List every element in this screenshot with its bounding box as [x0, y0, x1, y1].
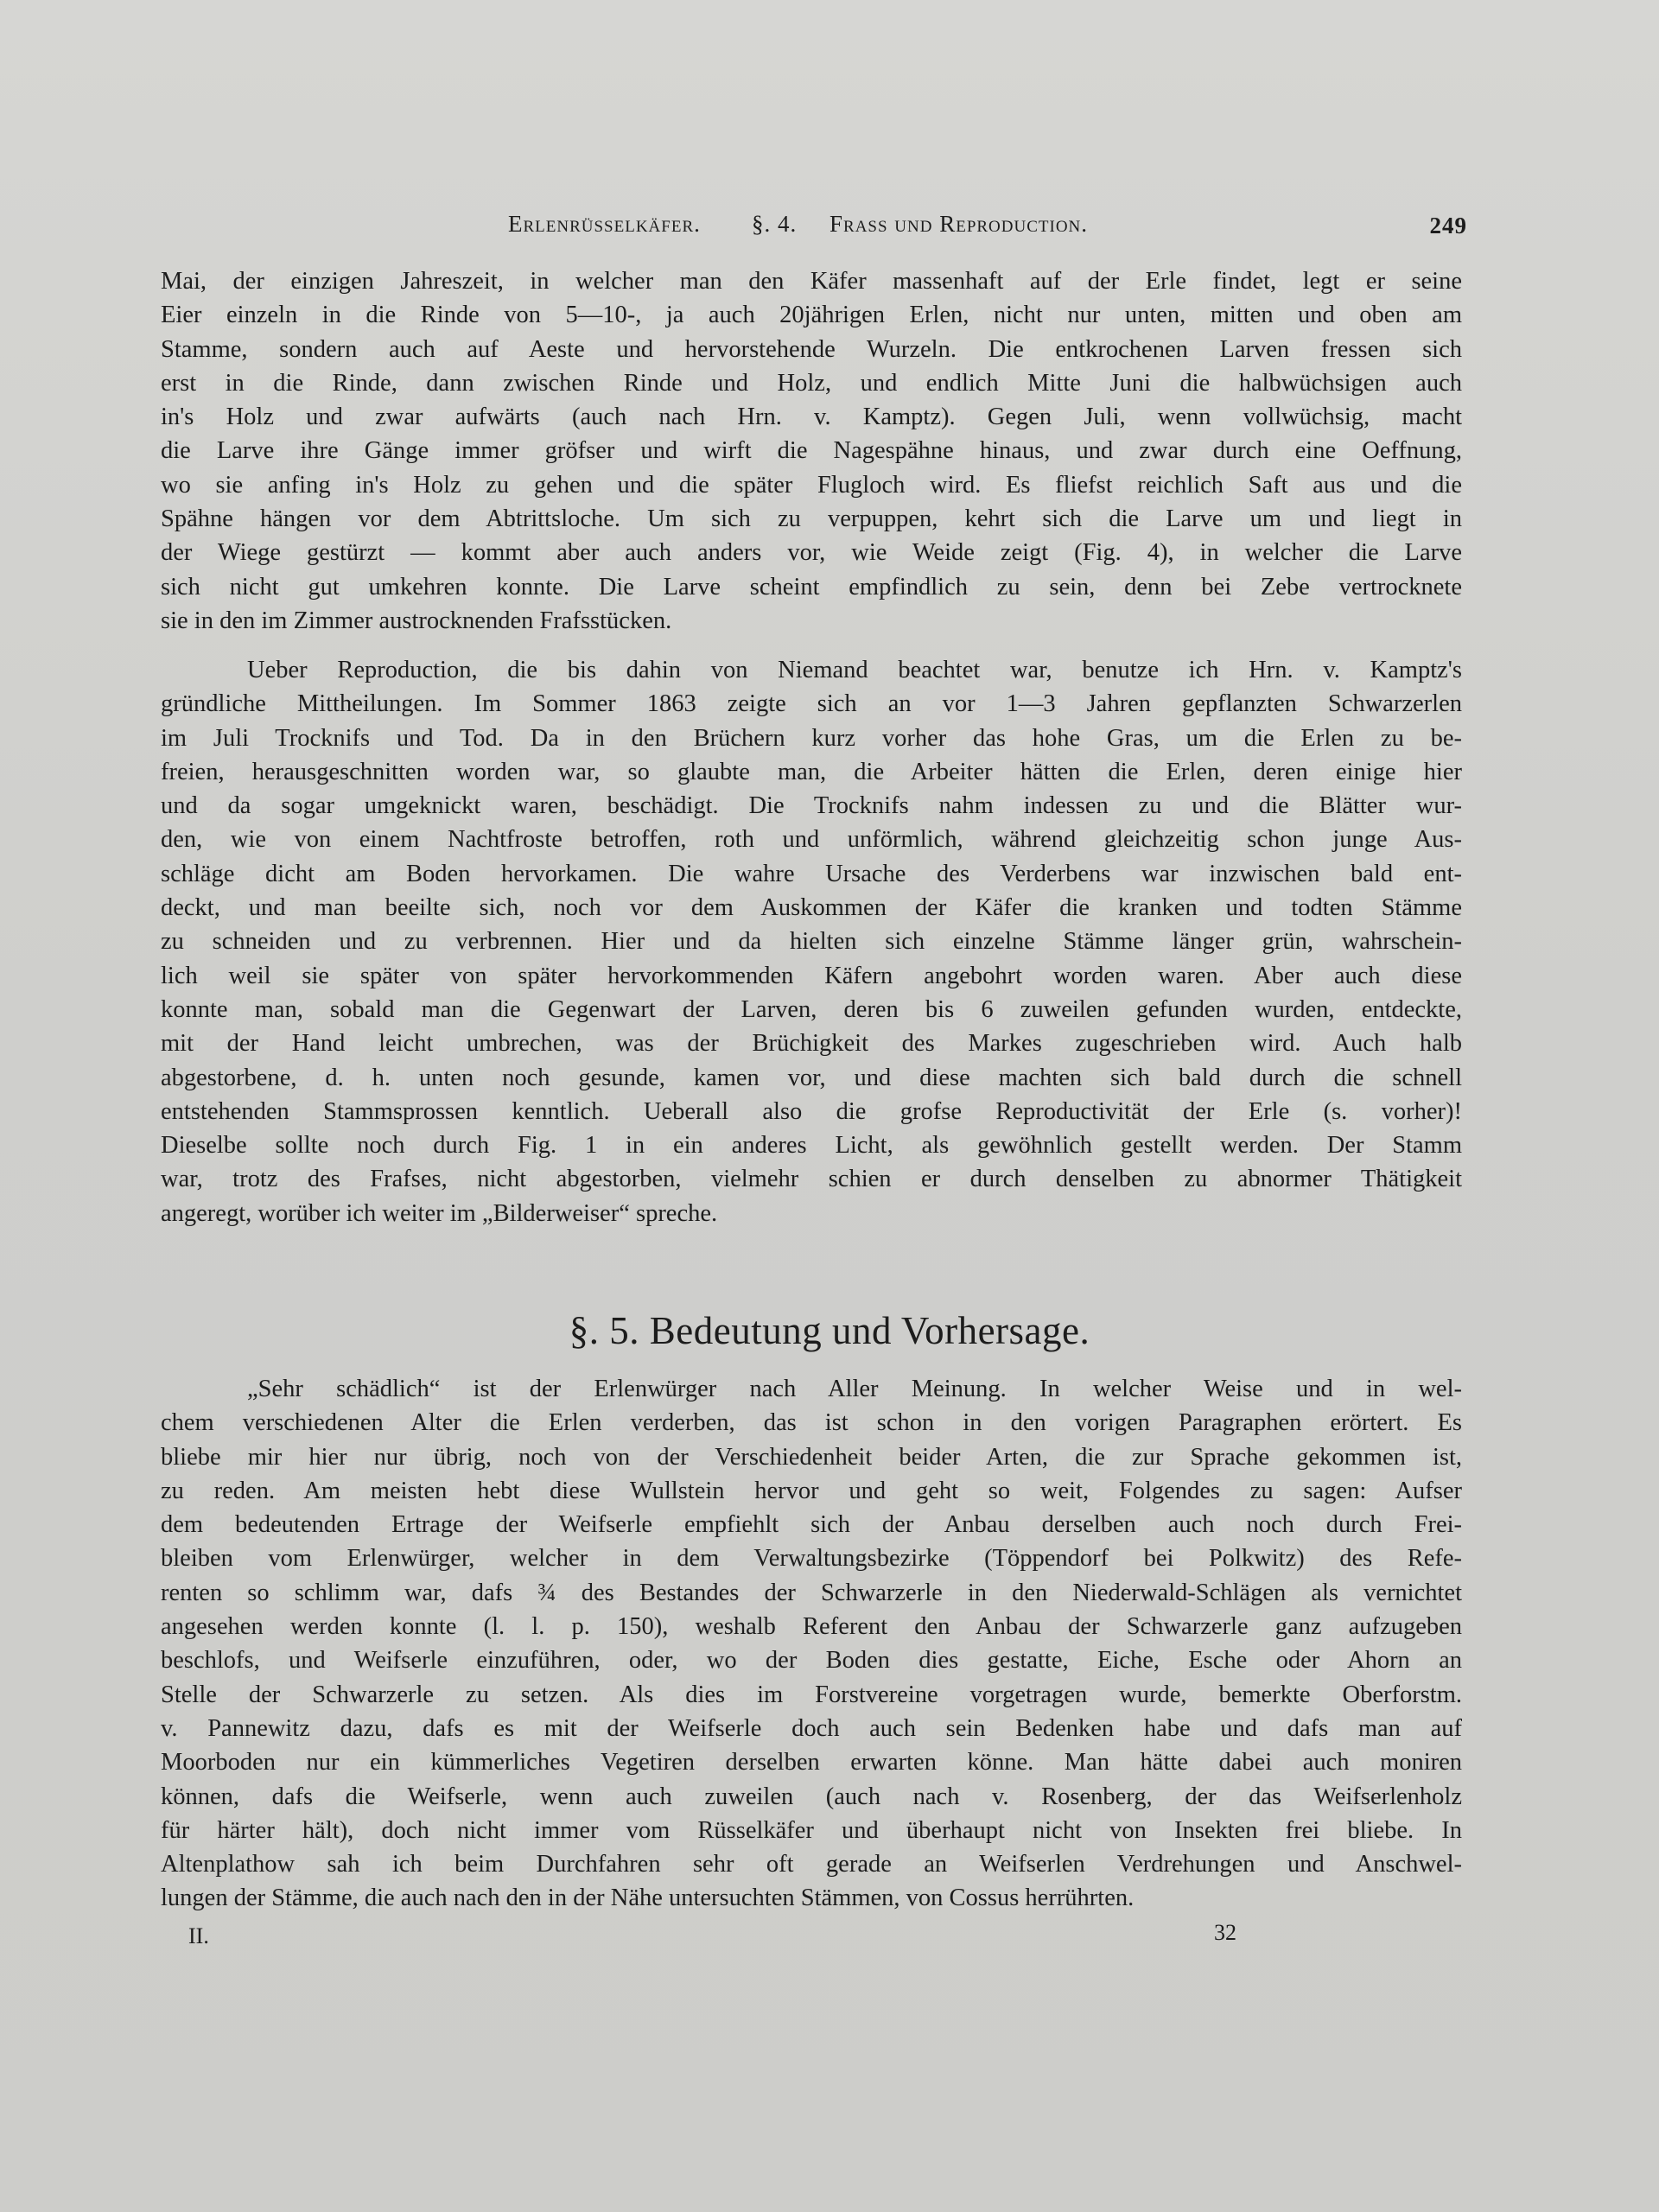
text-line: im Juli Trocknifs und Tod. Da in den Brüchern kurz vorher das hohe Gras, um die Erlen zu be-: [161, 724, 1462, 752]
text-line: der Wiege gestürzt — kommt aber auch anders vor, wie Weide zeigt (Fig. 4), in welcher die Larve: [161, 539, 1462, 567]
text-line: bliebe mir hier nur übrig, noch von der Verschiedenheit beider Arten, die zur Sprache gekommen ist,: [161, 1443, 1462, 1471]
text-line: schläge dicht am Boden hervorkamen. Die wahre Ursache des Verderbens war inzwischen bald ent-: [161, 860, 1462, 887]
text-line: Stelle der Schwarzerle zu setzen. Als dies im Forstvereine vorgetragen wurde, bemerkte Oberforstm.: [161, 1681, 1462, 1708]
running-title: Erlenrüsselkäfer.: [508, 211, 701, 237]
text-line: Eier einzeln in die Rinde von 5—10-, ja auch 20jährigen Erlen, nicht nur unten, mitten und oben am: [161, 302, 1462, 329]
header-section-number: §. 4.: [752, 211, 798, 237]
text-line: wo sie anfing in's Holz zu gehen und die später Flugloch wird. Es fliefst reichlich Saft aus und die: [161, 471, 1462, 499]
text-line: und da sogar umgeknickt waren, beschädigt. Die Trocknifs nahm indessen zu und die Blätter wur-: [161, 792, 1462, 820]
text-line: bleiben vom Erlenwürger, welcher in dem Verwaltungsbezirke (Töppendorf bei Polkwitz) des Refe-: [161, 1545, 1462, 1573]
text-line: Dieselbe sollte noch durch Fig. 1 in ein anderes Licht, als gewöhnlich gestellt werden. Der Stamm: [161, 1132, 1462, 1160]
sheet-number: 32: [1214, 1920, 1236, 1945]
text-line: renten so schlimm war, dafs ¾ des Bestandes der Schwarzerle in den Niederwald-Schlägen als vernichtet: [161, 1579, 1462, 1606]
text-line: zu reden. Am meisten hebt diese Wullstein hervor und geht so weit, Folgendes zu sagen: Aufser: [161, 1477, 1462, 1504]
text-line: in's Holz und zwar aufwärts (auch nach Hrn. v. Kamptz). Gegen Juli, wenn vollwüchsig, macht: [161, 404, 1462, 431]
paragraph-significance: [161, 1372, 1462, 1916]
section-heading: §. 5. Bedeutung und Vorhersage.: [569, 1309, 1090, 1352]
text-line: Ueber Reproduction, die bis dahin von Niemand beachtet war, benutze ich Hrn. v. Kamptz's: [247, 657, 1462, 683]
text-line: entstehenden Stammsprossen kenntlich. Ueberall also die grofse Reproductivität der Erle (s. vorher)!: [161, 1097, 1462, 1125]
header-subtitle: Frass und Reproduction.: [830, 211, 1089, 237]
text-line: den, wie von einem Nachtfroste betroffen, roth und unförmlich, während gleichzeitig schon junge Aus-: [161, 826, 1462, 854]
text-line: Spähne hängen vor dem Abtrittsloche. Um sich zu verpuppen, kehrt sich die Larve um und liegt in: [161, 505, 1462, 533]
text-line: sich nicht gut umkehren konnte. Die Larve scheint empfindlich zu sein, denn bei Zebe vertrocknete: [161, 573, 1462, 601]
text-line: Mai, der einzigen Jahreszeit, in welcher man den Käfer massenhaft auf der Erle findet, legt er seine: [161, 268, 1462, 295]
text-line: deckt, und man beeilte sich, noch vor dem Auskommen der Käfer die kranken und todten Stämme: [161, 894, 1462, 922]
paragraph-feeding: [161, 264, 1462, 638]
text-line: können, dafs die Weifserle, wenn auch zuweilen (auch nach v. Rosenberg, der das Weifserlenholz: [161, 1783, 1462, 1810]
signature-mark: II.: [188, 1923, 209, 1948]
text-line: für härter hält), doch nicht immer vom Rüsselkäfer und überhaupt nicht von Insekten frei bliebe. In: [161, 1816, 1462, 1844]
text-line: abgestorbene, d. h. unten noch gesunde, kamen vor, und diese machten sich bald durch die schnell: [161, 1064, 1462, 1091]
text-line: konnte man, sobald man die Gegenwart der Larven, deren bis 6 zuweilen gefunden wurden, entdeckte,: [161, 995, 1462, 1023]
text-line: gründliche Mittheilungen. Im Sommer 1863 zeigte sich an vor 1—3 Jahren gepflanzten Schwarzerlen: [161, 690, 1462, 718]
text-line: Stamme, sondern auch auf Aeste und hervorstehende Wurzeln. Die entkrochenen Larven fressen sich: [161, 335, 1462, 363]
text-line: chem verschiedenen Alter die Erlen verderben, das ist schon in den vorigen Paragraphen erörtert. Es: [161, 1409, 1462, 1437]
text-line: angesehen werden konnte (l. l. p. 150), weshalb Referent den Anbau der Schwarzerle ganz aufzugeben: [161, 1613, 1462, 1641]
text-line: angeregt, worüber ich weiter im „Bilderweiser“ spreche.: [161, 1199, 718, 1227]
text-line: zu schneiden und zu verbrennen. Hier und da hielten sich einzelne Stämme länger grün, wahrschein-: [161, 928, 1462, 956]
text-line: mit der Hand leicht umbrechen, was der Brüchigkeit des Markes zugeschrieben wird. Auch halb: [161, 1030, 1462, 1058]
text-line: lich weil sie später von später hervorkommenden Käfern angebohrt worden waren. Aber auch diese: [161, 962, 1462, 989]
text-line: erst in die Rinde, dann zwischen Rinde und Holz, und endlich Mitte Juni die halbwüchsigen auch: [161, 369, 1462, 397]
running-header: [508, 211, 1467, 245]
text-line: lungen der Stämme, die auch nach den in der Nähe untersuchten Stämmen, von Cossus herrührten.: [161, 1885, 1135, 1912]
text-line: Altenplathow sah ich beim Durchfahren sehr oft gerade an Weifserlen Verdrehungen und Anschwel-: [161, 1851, 1462, 1878]
text-line: beschlofs, und Weifserle einzuführen, oder, wo der Boden dies gestatte, Eiche, Esche oder Ahorn an: [161, 1647, 1462, 1675]
text-line: dem bedeutenden Ertrage der Weifserle empfiehlt sich der Anbau derselben auch noch durch Frei-: [161, 1511, 1462, 1539]
paragraph-reproduction: [161, 653, 1462, 1230]
text-line: „Sehr schädlich“ ist der Erlenwürger nach Aller Meinung. In welcher Weise und in wel-: [247, 1376, 1462, 1402]
text-line: die Larve ihre Gänge immer gröfser und wirft die Nagespähne hinaus, und zwar durch eine Oeffnung,: [161, 437, 1462, 465]
text-line: Moorboden nur ein kümmerliches Vegetiren derselben erwarten könne. Man hätte dabei auch moniren: [161, 1749, 1462, 1777]
text-line: war, trotz des Frafses, nicht abgestorben, vielmehr schien er durch denselben zu abnormer Thätigkeit: [161, 1166, 1462, 1193]
text-line: sie in den im Zimmer austrocknenden Frafsstücken.: [161, 607, 672, 634]
text-line: freien, herausgeschnitten worden war, so glaubte man, die Arbeiter hätten die Erlen, deren einige hier: [161, 758, 1462, 785]
page-number: 249: [1429, 213, 1467, 238]
text-line: v. Pannewitz dazu, dafs es mit der Weifserle doch auch sein Bedenken habe und dafs man auf: [161, 1714, 1462, 1742]
